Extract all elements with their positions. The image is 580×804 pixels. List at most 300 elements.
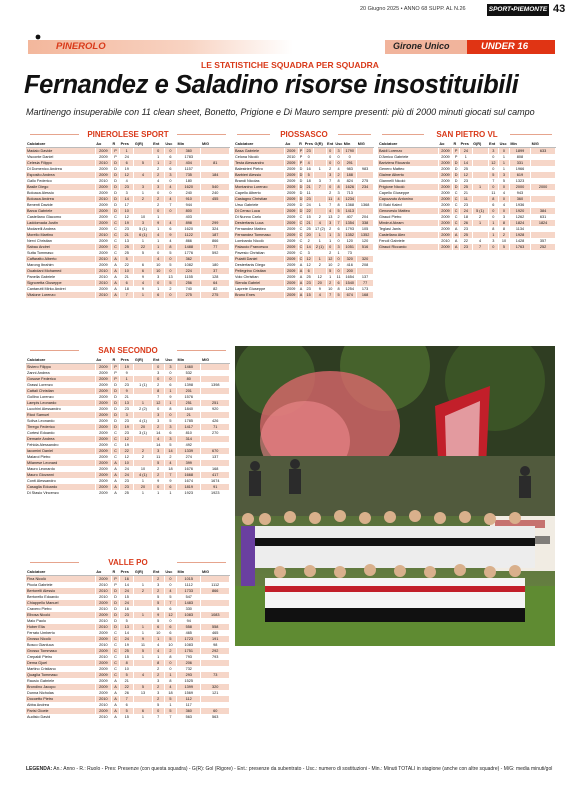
stat-cell: A — [111, 466, 119, 472]
stat-cell: 1 — [134, 582, 152, 588]
stat-cell: 2009 — [438, 160, 452, 166]
stat-cell: 2009 — [284, 244, 298, 250]
stat-cell: 2009 — [438, 190, 452, 196]
stat-cell: 5 (1) — [472, 208, 488, 214]
stat-cell: C — [111, 238, 119, 244]
stat-cell: 3 — [304, 250, 314, 256]
stat-cell: 15 — [304, 214, 314, 220]
player-name: Rausio Gabriele — [26, 678, 95, 684]
stat-cell: 0 — [334, 160, 342, 166]
stat-cell: 15 — [304, 292, 314, 298]
stat-cell: 14 — [120, 196, 134, 202]
stat-cell: D — [299, 185, 303, 190]
stat-cell: 0 — [164, 178, 176, 184]
stat-cell: 2009 — [95, 472, 111, 478]
stat-cell: 6 — [164, 606, 176, 612]
stat-cell: 5 — [134, 250, 152, 256]
player-name: Puiatti Daniel — [234, 256, 284, 262]
stat-cell: 12 — [152, 400, 164, 406]
team-name: SAN SECONDO — [26, 344, 230, 357]
stat-cell: 983 — [343, 166, 357, 172]
stat-cell: 5 — [304, 172, 314, 178]
stat-cell: 7 — [326, 202, 334, 208]
stat-cell: 2009 — [95, 376, 111, 382]
stat-cell: 1936 — [509, 202, 530, 208]
stat-cell: 407 — [343, 214, 357, 220]
stat-cell: 12 — [314, 274, 327, 280]
stat-cell: 1 — [152, 654, 164, 660]
stat-cell: 5 — [152, 460, 164, 466]
stat-cell: 1 — [134, 400, 152, 406]
stat-cell: 19 — [120, 424, 134, 430]
stat-cell: 1082 — [177, 262, 201, 268]
stat-cell: D — [111, 606, 119, 612]
stat-cell: 417 — [201, 472, 230, 478]
stat-cell: 15 — [120, 654, 134, 660]
stat-cell: 6 — [164, 430, 176, 436]
stat-cell: 3 — [499, 172, 510, 178]
stat-cell: 3 — [120, 190, 134, 196]
stat-cell: 12 — [326, 256, 334, 262]
player-name: Crepaldi Pietro — [26, 654, 95, 660]
player-name: Boloaca Andrea — [26, 196, 95, 202]
player-name: Baldi Lorenzo — [378, 148, 438, 155]
stat-cell: 8 — [499, 220, 510, 226]
stat-cell: 2009 — [284, 172, 298, 178]
stat-cell: 137 — [201, 454, 230, 460]
player-name: Esposito Andrea — [26, 172, 95, 178]
stat-cell: 1920 — [509, 208, 530, 214]
player-name: Bariviera Riccardo — [378, 160, 438, 166]
stat-cell: 7 — [164, 600, 176, 606]
stat-cell: 1 — [499, 154, 510, 160]
stat-cell: 6 — [488, 202, 499, 208]
stat-cell: 8 — [488, 196, 499, 202]
player-name: Siviero Filippo — [26, 364, 95, 371]
stat-cell: 10 — [164, 642, 176, 648]
stat-cell: 2009 — [95, 454, 111, 460]
stat-cell: 0 — [152, 484, 164, 490]
stat-cell: 2009 — [95, 388, 111, 394]
article-kicker: LE STATISTICHE SQUADRA PER SQUADRA — [201, 60, 379, 70]
stat-cell: 910 — [177, 196, 201, 202]
stat-cell: 11 — [134, 642, 152, 648]
stat-cell: 13 — [120, 400, 134, 406]
stat-cell: D — [111, 196, 119, 202]
stat-cell: 1733 — [177, 588, 201, 594]
stat-cell: C — [453, 202, 460, 208]
stat-cell: 2009 — [438, 166, 452, 172]
stat-cell: A — [111, 256, 119, 262]
stat-cell: 3 — [152, 678, 164, 684]
stat-cell: 2010 — [95, 606, 111, 612]
stat-cell: 12 — [120, 436, 134, 442]
stat-cell: 426 — [201, 418, 230, 424]
stat-cell: D — [111, 412, 119, 418]
stat-cell: 4 — [152, 648, 164, 654]
stat-cell: 516 — [357, 244, 374, 250]
stat-cell: C — [111, 648, 119, 654]
stat-cell: 23 — [460, 178, 472, 184]
player-name: Bruno Enes — [234, 292, 284, 298]
stat-cell: 4 — [164, 460, 176, 466]
stat-cell: 592 — [201, 250, 230, 256]
stat-cell: C — [111, 666, 119, 672]
stat-cell: 2 — [314, 262, 327, 268]
stat-cell: 2000 — [531, 184, 556, 190]
stat-cell: 4 — [304, 160, 314, 166]
stat-cell: 5 — [152, 702, 164, 708]
stat-cell: 1 — [152, 490, 164, 496]
column-header: R — [111, 141, 119, 148]
roster-table — [378, 141, 556, 250]
column-header: Calciatore — [378, 141, 438, 148]
stat-cell: 14 — [152, 430, 164, 436]
column-header: R — [299, 142, 302, 146]
stat-cell: 20 — [134, 424, 152, 430]
player-name: Lucchini Alessandro — [26, 406, 95, 412]
stat-cell: 532 — [177, 370, 201, 376]
stat-cell: 7 — [326, 178, 334, 184]
stat-cell: 21 — [120, 232, 134, 238]
stat-cell: 920 — [201, 406, 230, 412]
player-name: Palaccio Francesco — [234, 244, 284, 250]
stat-cell: D — [111, 208, 119, 214]
stat-cell: 2009 — [284, 202, 298, 208]
stat-cell: 1 — [134, 292, 152, 298]
stat-cell: 274 — [177, 454, 201, 460]
stat-cell: 82 — [201, 286, 230, 292]
stat-cell: 2009 — [95, 148, 111, 155]
stat-cell: 208 — [357, 262, 374, 268]
stat-cell: P — [453, 148, 460, 155]
player-name: Prigione Nicolò — [378, 184, 438, 190]
column-header: Ent — [152, 141, 164, 148]
stat-cell: C — [111, 672, 119, 678]
stat-cell: 1051 — [343, 244, 357, 250]
stat-cell: 275 — [357, 178, 374, 184]
stat-cell: 4 — [152, 232, 164, 238]
stat-cell: 10 — [120, 460, 134, 466]
stat-cell: 2009 — [95, 370, 111, 376]
stat-cell: 120 — [357, 238, 374, 244]
stat-cell: 2009 — [284, 292, 298, 298]
stat-cell: 23 — [120, 484, 134, 490]
stat-cell: 866 — [177, 238, 201, 244]
stat-cell: 14 — [120, 582, 134, 588]
roster-table — [234, 141, 374, 298]
stat-cell: 15 — [120, 594, 134, 600]
stat-cell: 6 — [120, 280, 134, 286]
player-name: Balestrieri Pietro — [234, 166, 284, 172]
stat-cell: 20 — [314, 280, 327, 286]
stat-cell: D — [453, 160, 460, 166]
stat-cell: 6 — [304, 268, 314, 274]
stat-cell: 12 — [120, 214, 134, 220]
stat-cell: 399 — [177, 460, 201, 466]
column-header: M/G — [531, 141, 556, 148]
stat-cell: 547 — [177, 594, 201, 600]
stat-cell: 7 — [120, 696, 134, 702]
stat-cell: 1 — [120, 148, 134, 155]
stat-cell: 330 — [177, 606, 201, 612]
stat-cell: 23 — [120, 430, 134, 436]
stat-cell: 2009 — [284, 208, 298, 214]
stat-cell: 1776 — [177, 250, 201, 256]
stat-cell: 2000 — [509, 184, 530, 190]
stat-cell: 20 — [134, 484, 152, 490]
stat-cell: 4 — [152, 178, 164, 184]
stat-cell: 2009 — [95, 214, 111, 220]
stat-cell: 360 — [177, 708, 201, 714]
stat-cell: 2009 — [95, 600, 111, 606]
player-name: Bosco Gianluca — [26, 642, 95, 648]
player-name: Boloaca Alessio — [26, 190, 95, 196]
player-name: Milanese Leonard — [26, 460, 95, 466]
stat-cell: 1 — [164, 702, 176, 708]
stat-cell: 105 — [357, 226, 374, 232]
player-name: Bertorelli Alessio — [26, 588, 95, 594]
stat-cell: 7 — [152, 394, 164, 400]
stat-cell: 12 — [304, 262, 314, 268]
stat-cell: 2009 — [438, 184, 452, 190]
stat-cell: 3 — [334, 232, 342, 238]
stat-cell: 2009 — [95, 364, 111, 371]
stat-cell: A — [299, 293, 303, 298]
stat-cell: 1 — [134, 612, 152, 618]
stat-cell: 5 — [499, 244, 510, 250]
player-name: Dunna Nicholas — [26, 690, 95, 696]
stat-cell: 0 — [164, 292, 176, 298]
stat-cell: 2009 — [284, 190, 298, 196]
stat-cell: 22 — [134, 244, 152, 250]
player-name: Piccia Gabriele — [26, 582, 95, 588]
stat-cell: 2009 — [284, 262, 298, 268]
stat-cell: 1262 — [509, 214, 530, 220]
stat-cell: 8 — [334, 202, 342, 208]
column-header: Usc — [164, 141, 176, 148]
stat-cell: 1540 — [343, 280, 357, 286]
category-label: UNDER 16 — [481, 41, 528, 52]
stat-cell: 18 — [164, 466, 176, 472]
stat-cell: D — [299, 203, 303, 208]
stat-cell: 1368 — [343, 202, 357, 208]
stat-cell: 360 — [509, 196, 530, 202]
stat-cell: 2009 — [284, 232, 298, 238]
stat-cell: 168 — [201, 466, 230, 472]
stat-cell: 10 — [134, 466, 152, 472]
roster-table — [26, 357, 230, 496]
stat-cell: 1 — [134, 630, 152, 636]
player-name: Mauro Leonardo — [26, 466, 95, 472]
article-subhead: Martinengo insuperabile con 11 clean sheet, Bonetto, Prigione e Di Mauro sempre presenti: più di 2000 minuti giocati sul campo — [26, 107, 535, 117]
stat-cell: 24 — [120, 636, 134, 642]
stat-cell: 3 — [134, 184, 152, 190]
stat-cell: 200 — [343, 268, 357, 274]
stat-cell: 22 — [460, 238, 472, 244]
stat-cell: 1 — [134, 714, 152, 720]
stat-cell: 1840 — [177, 406, 201, 412]
stat-cell: A — [111, 702, 119, 708]
stat-cell: 12 — [304, 256, 314, 262]
team-name: PIOSSASCO — [234, 128, 374, 141]
stat-cell: 4 — [120, 178, 134, 184]
player-name: Cortesi Edoardo — [26, 430, 95, 436]
stat-cell: C — [299, 227, 303, 232]
stat-cell: 2009 — [284, 226, 298, 232]
stat-cell: 2009 — [95, 382, 111, 388]
column-header: G(R) — [314, 141, 327, 148]
stat-cell: A — [111, 696, 119, 702]
player-name: Giraud Pietro — [378, 214, 438, 220]
stat-cell: 23 — [120, 418, 134, 424]
player-name: Brandi Nicolas — [234, 178, 284, 184]
stat-cell: 1 — [488, 232, 499, 238]
stat-cell: 12 — [120, 454, 134, 460]
stat-cell: 1 — [134, 190, 152, 196]
stat-cell: 2009 — [284, 280, 298, 286]
stat-cell: 0 — [164, 660, 176, 666]
stat-cell: 2009 — [284, 220, 298, 226]
stat-cell: C — [111, 214, 119, 220]
stat-cell: 5 — [488, 172, 499, 178]
stat-cell: 6 — [164, 154, 176, 160]
stat-cell: 362 — [177, 256, 201, 262]
stat-cell: 1 — [314, 166, 327, 172]
stat-cell: 2010 — [95, 594, 111, 600]
player-name: Vitalone Lorenzo — [26, 292, 95, 298]
stat-cell: 1923 — [177, 490, 201, 496]
stat-cell: 117 — [177, 702, 201, 708]
stat-cell: 5 — [134, 160, 152, 166]
player-name: D'Amico Gabriele — [378, 154, 438, 160]
player-name: Fehida Alessandro — [26, 442, 95, 448]
stat-cell: 732 — [177, 666, 201, 672]
stat-cell: 91 — [201, 484, 230, 490]
stat-cell: 9 — [134, 636, 152, 642]
stat-cell: 19 — [120, 364, 134, 371]
stat-cell: C — [299, 233, 303, 238]
stat-cell: 77 — [201, 244, 230, 250]
stat-cell: 0 — [499, 196, 510, 202]
stat-cell: 2 — [334, 214, 342, 220]
stat-cell: 5 — [164, 696, 176, 702]
stat-cell: 2010 — [95, 714, 111, 720]
player-name: Pellegrino Cristian — [234, 268, 284, 274]
stat-cell: 201 — [177, 388, 201, 394]
stat-cell: 0 — [334, 238, 342, 244]
stat-cell: 2009 — [95, 490, 111, 496]
stat-cell: 1654 — [343, 274, 357, 280]
stat-cell: 251 — [201, 400, 230, 406]
stat-cell: 8 — [164, 244, 176, 250]
stat-cell: 1 — [460, 154, 472, 160]
stat-cell: 23 — [120, 382, 134, 388]
stat-cell: C — [111, 442, 119, 448]
stat-cell: 338 — [357, 220, 374, 226]
stat-cell: 0 — [488, 154, 499, 160]
column-header: G(R) — [134, 569, 152, 576]
stat-cell: 1576 — [177, 394, 201, 400]
stat-cell: 1 — [134, 654, 152, 660]
stat-cell: 5 — [164, 262, 176, 268]
stat-cell: 2009 — [284, 250, 298, 256]
stat-cell: 3 — [326, 172, 334, 178]
stat-cell: C — [299, 239, 303, 244]
stat-cell: 3 — [152, 184, 164, 190]
stat-cell: 6 — [134, 262, 152, 268]
stat-cell: P — [111, 370, 119, 376]
stat-cell: 4 (1) — [134, 472, 152, 478]
stat-cell: 21 — [120, 394, 134, 400]
stat-cell: 1793 — [343, 226, 357, 232]
stat-cell: 25 — [460, 232, 472, 238]
stat-cell: 8 — [120, 660, 134, 666]
stat-cell: 23 — [120, 406, 134, 412]
stat-cell: D — [111, 624, 119, 630]
column-header: Ent — [152, 357, 164, 364]
stat-cell: 0 — [488, 184, 499, 190]
stat-cell: 5 — [164, 594, 176, 600]
stat-cell: 793 — [201, 654, 230, 660]
stat-cell: 1 — [334, 250, 342, 256]
stat-cell: 1 — [134, 478, 152, 484]
stat-cell: 2009 — [438, 220, 452, 226]
stat-cell: 2009 — [438, 154, 452, 160]
stat-cell: 14 — [460, 160, 472, 166]
stat-cell: 1966 — [509, 166, 530, 172]
stat-cell: A — [299, 275, 303, 280]
stat-cell: 2010 — [95, 618, 111, 624]
stat-cell: 2010 — [284, 154, 298, 160]
stat-cell: D — [111, 600, 119, 606]
stat-cell: 180 — [201, 262, 230, 268]
stat-cell: 2 — [152, 382, 164, 388]
article-headline: Fernandez e Saladino risorse insostituibili — [24, 71, 519, 99]
stat-cell: 563 — [201, 714, 230, 720]
stat-cell: 24 — [120, 588, 134, 594]
table-header-row — [26, 357, 230, 364]
stat-cell: 1 — [120, 376, 134, 382]
stat-cell: 0 — [152, 708, 164, 714]
stat-cell: 314 — [177, 436, 201, 442]
stat-cell: D — [111, 406, 119, 412]
stat-cell: 17 — [120, 202, 134, 208]
stat-cell: 0 — [334, 256, 342, 262]
stat-cell: 2009 — [95, 684, 111, 690]
stat-cell: 0 — [164, 576, 176, 583]
stat-cell: 4 — [152, 436, 164, 442]
stat-cell: 1923 — [201, 490, 230, 496]
table-row — [26, 714, 230, 720]
stat-cell: 11 — [152, 454, 164, 460]
roster-table — [26, 569, 230, 720]
stat-cell: 188 — [343, 172, 357, 178]
stat-cell: 404 — [177, 160, 201, 166]
stat-cell: 2009 — [95, 154, 111, 160]
stat-cell: A — [111, 690, 119, 696]
stat-cell: D — [453, 166, 460, 172]
stat-cell: A — [111, 262, 119, 268]
stat-cell: A — [111, 274, 119, 280]
stat-cell: C — [299, 245, 303, 250]
column-header: Ent — [327, 142, 334, 146]
stat-cell: 23 — [120, 612, 134, 618]
column-header: R — [111, 569, 119, 576]
stat-cell: 1 — [164, 490, 176, 496]
team-table-san-secondo — [26, 344, 230, 496]
player-name: Di Censo Luca — [234, 208, 284, 214]
